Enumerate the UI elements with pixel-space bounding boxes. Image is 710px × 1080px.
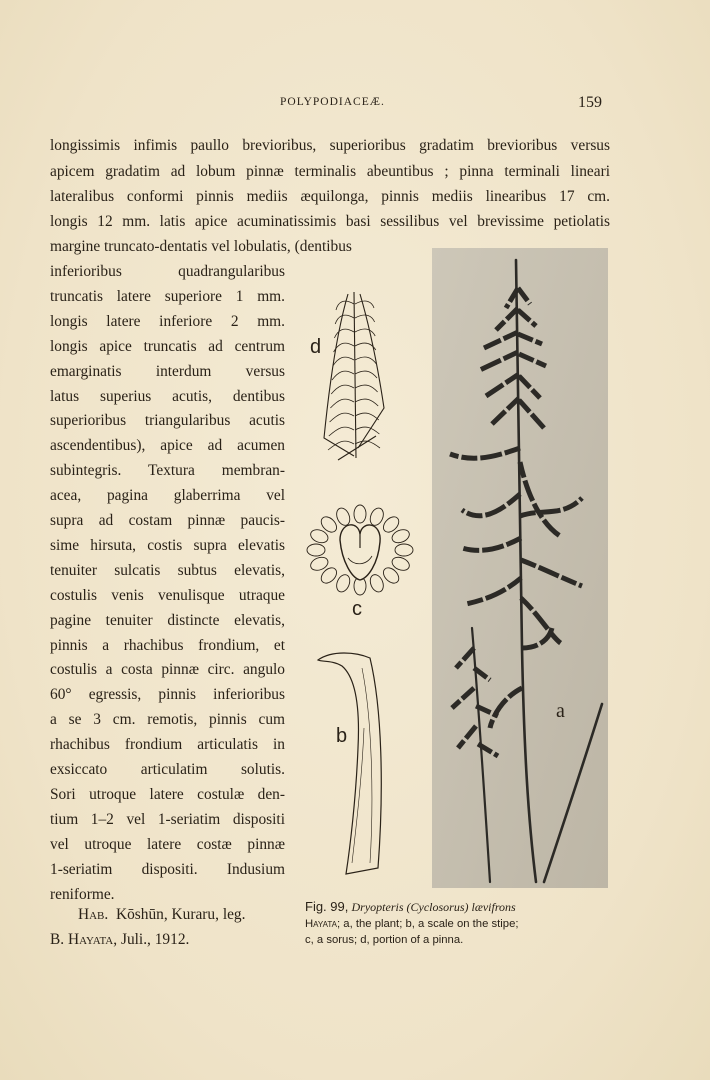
collection-date: Juli., 1912. bbox=[120, 931, 190, 948]
habitat-label: Hab. bbox=[78, 906, 109, 923]
pinna-lobe bbox=[332, 371, 354, 380]
sporangium bbox=[380, 514, 401, 535]
collector-line bbox=[50, 930, 189, 950]
pinna-lobe bbox=[355, 357, 376, 364]
text-line: Sori utroque latere costulæ den- bbox=[50, 785, 285, 803]
text-line: emarginatis interdum versus bbox=[50, 362, 285, 380]
sporangium bbox=[354, 505, 366, 523]
pinna-lobe bbox=[329, 427, 354, 436]
pinna-drawing bbox=[318, 288, 398, 468]
text-line: tenuiter sulcatis subtus elevatis, bbox=[50, 561, 285, 579]
text-line: 60° egressis, pinnis inferioribus bbox=[50, 686, 285, 704]
pinna-lobe bbox=[355, 399, 378, 406]
caption-author: Hayata bbox=[305, 918, 338, 930]
pinna-lobe bbox=[330, 399, 354, 408]
caption-text: ; a, the plant; b, a scale on the stipe; bbox=[337, 918, 519, 930]
text-line: reniforme. bbox=[50, 885, 115, 903]
text-line: 1-seriatim dispositi. Indusium bbox=[50, 860, 285, 878]
text-line: longis latere inferiore 2 mm. bbox=[50, 312, 285, 330]
sporangium bbox=[368, 506, 386, 527]
sporangium bbox=[318, 565, 339, 586]
text-line: pagine tenuiter distincte elevatis, bbox=[50, 611, 285, 629]
figure-label-a: a bbox=[556, 700, 565, 722]
pinna-lobe bbox=[355, 329, 375, 336]
pinna-lobe bbox=[334, 329, 354, 338]
scale-drawing bbox=[312, 648, 392, 878]
text-line: longissimis infimis paullo brevioribus, superioribus gradatim brevioribus versus bbox=[50, 137, 610, 154]
sporangium bbox=[334, 506, 352, 527]
text-line: sime hirsuta, costis supra elevatis bbox=[50, 536, 285, 554]
sporangium bbox=[395, 544, 413, 556]
pinna-lobe bbox=[355, 301, 374, 308]
text-line: latus superius acutis, dentibus bbox=[50, 387, 285, 405]
text-line: supra ad costam pinnæ paucis- bbox=[50, 512, 285, 529]
text-line: superioribus triangularibus acutis bbox=[50, 412, 285, 430]
text-line: costulis a costa pinnæ circ. angulo bbox=[50, 661, 285, 679]
sporangium bbox=[307, 544, 325, 556]
page-number: 159 bbox=[578, 94, 602, 111]
caption-text: c, a sorus; d, portion of a pinna. bbox=[305, 934, 464, 946]
pinna-lobe bbox=[355, 371, 377, 378]
caption-figure-number: Fig. 99, bbox=[305, 899, 349, 914]
habitat-line bbox=[50, 905, 245, 925]
text-line: subintegris. Textura membran- bbox=[50, 462, 285, 480]
text-line: apicem gradatim ad lobum pinnæ terminalis abeuntibus ; pinna terminali lineari bbox=[50, 163, 610, 180]
text-line: truncatis latere superiore 1 mm. bbox=[50, 287, 285, 305]
sporangium bbox=[334, 573, 352, 594]
pinna-lobe bbox=[331, 385, 354, 394]
collector: B. Hayata, bbox=[50, 931, 118, 948]
text-line: tium 1–2 vel 1-seriatim dispositi bbox=[50, 810, 285, 828]
text-line: exsiccato articulatim solutis. bbox=[50, 761, 285, 778]
text-line: lateralibus conformi pinnis mediis æquilonga, pinnis mediis linearibus 17 cm. bbox=[50, 188, 610, 205]
sporangium bbox=[380, 565, 401, 586]
text-line: acea, pagina glaberrima vel bbox=[50, 487, 285, 505]
figure-label-b: b bbox=[336, 725, 348, 747]
text-line: costulis venis venulisque utraque bbox=[50, 586, 285, 604]
text-line: inferioribus quadrangularibus bbox=[50, 263, 285, 280]
figure-label-c: c bbox=[352, 598, 362, 620]
pinna-lobe bbox=[335, 315, 354, 324]
text-line: pinnis a rhachibus frondium, et bbox=[50, 636, 285, 654]
text-line: margine truncato-dentatis vel lobulatis, (dentibus bbox=[50, 238, 352, 255]
pinna-lobe bbox=[355, 385, 378, 392]
sporangium bbox=[318, 514, 339, 535]
text-line: longis 12 mm. latis apice acuminatissimis basi sessilibus vel brevissime petiolatis bbox=[50, 213, 610, 230]
pinna-lobe bbox=[333, 357, 354, 366]
text-line: rhachibus frondium articulatis in bbox=[50, 736, 285, 754]
sporangium bbox=[390, 555, 411, 573]
plant-photograph bbox=[432, 248, 608, 888]
figure-label-d: d bbox=[310, 336, 322, 358]
text-line: longis apice truncatis ad centrum bbox=[50, 337, 285, 355]
pinna-lobe bbox=[355, 413, 379, 420]
sporangium bbox=[368, 573, 386, 594]
sorus-drawing bbox=[300, 500, 418, 600]
text-line: a se 3 cm. remotis, pinnis cum bbox=[50, 711, 285, 729]
text-line: ascendentibus), apice ad acumen bbox=[50, 437, 285, 455]
text-line: vel utroque latere costæ pinnæ bbox=[50, 835, 285, 853]
habitat-text: Kōshūn, Kuraru, leg. bbox=[115, 906, 246, 923]
sporangium bbox=[390, 527, 411, 545]
pinna-lobe bbox=[355, 315, 375, 322]
figure-caption bbox=[305, 899, 605, 948]
caption-species: Dryopteris (Cyclosorus) lævifrons bbox=[351, 900, 516, 914]
running-header: POLYPODIACEÆ. bbox=[280, 96, 385, 108]
pinna-lobe bbox=[330, 413, 354, 422]
